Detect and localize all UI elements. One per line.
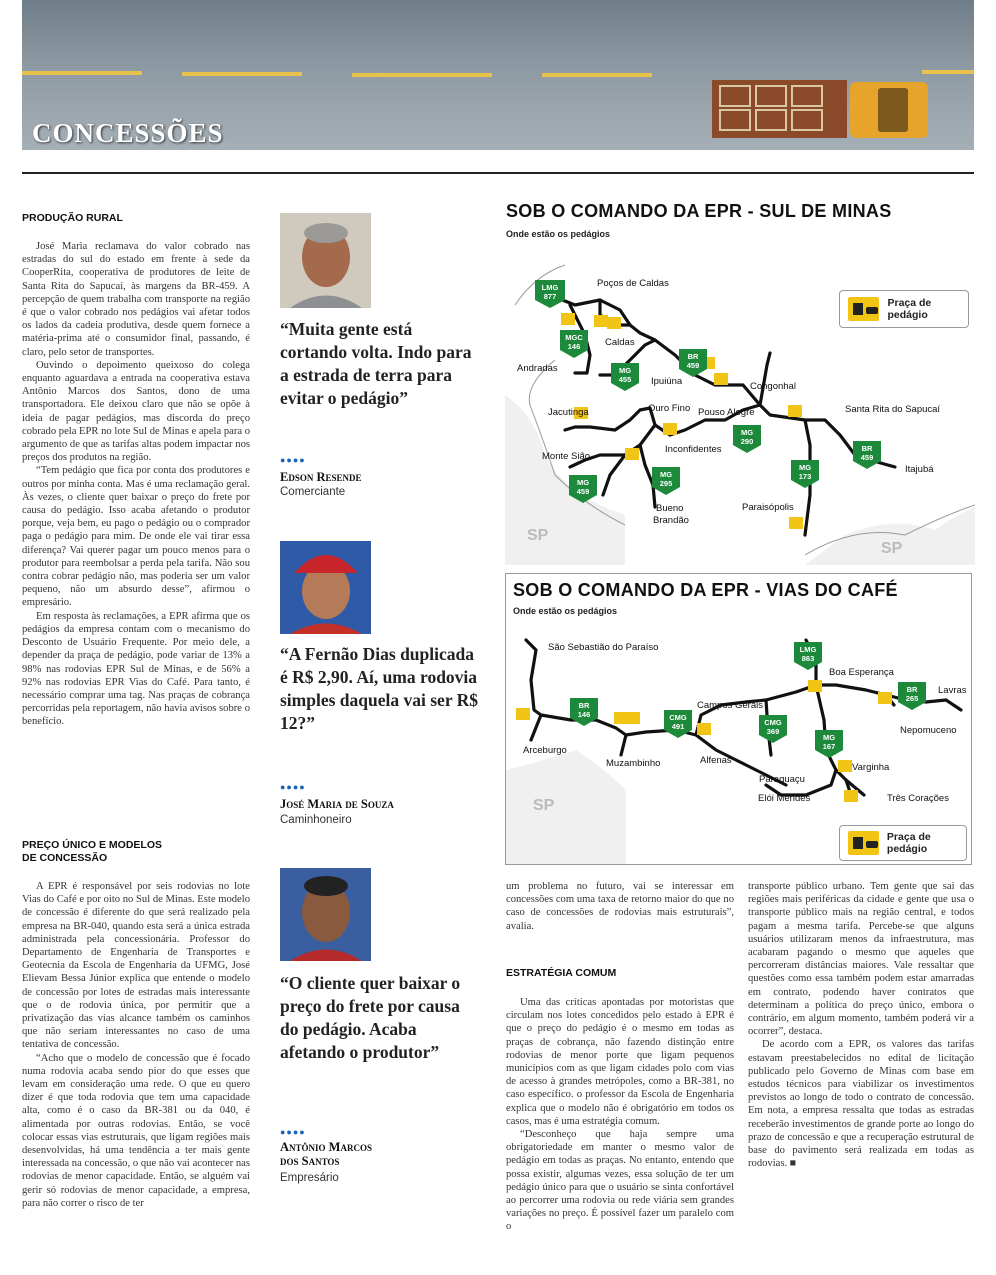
- map1-road: MG: [740, 428, 754, 437]
- map1-city: Jacutinga: [548, 407, 589, 418]
- photo-antonio-marcos: [280, 868, 371, 961]
- quote-dots: ●●●●: [280, 1127, 306, 1137]
- paragraph: “Acho que o modelo de concessão que é focado numa rodovia acaba sendo pior do que esses que levam em consideração uma rede. O que eu quero dizer é que toda rodovia que tem uma capacidade alta, como é o caso da BR-381 ou da 040, é alimentada por outras rodovias. Então, se você colocar essas vias estruturais, que ligam regiões mais desenvolvidas, há uma tendência a ter mais gente interessada na concessão, o que não vai acontecer nas rodovias de menor capacidade. Então, se alguém vai gerir só rodovias de menor capacidade, a empresa, para não correr o risco de ter: [22, 1052, 250, 1209]
- toll-booth-icon: [848, 831, 879, 855]
- map2-road: 146: [577, 710, 591, 719]
- map2-state: SP: [533, 797, 555, 814]
- paragraph: Ouvindo o depoimento queixoso do colega enquanto aguardava a entrada na cooperativa estava Antônio Marcos dos Santos, dono de uma transportadora. Ele deixou claro que não se opõe à ideia de pagar pedágios, mas discorda do preço cobrado pela EPR no lote Sul de Minas e apela para o argumento de que as tarifas altas podem impactar nos preços dos produtos na região.: [22, 359, 250, 464]
- article-col1-part2: [22, 880, 250, 1210]
- map2-road: MG: [822, 733, 836, 742]
- map1-road: 459: [860, 453, 874, 462]
- subhead-line: PREÇO ÚNICO E MODELOS: [22, 839, 163, 851]
- map1-road: 290: [740, 437, 754, 446]
- map2-road: 369: [766, 727, 780, 736]
- map1-state: SP: [881, 540, 903, 557]
- map2-road: BR: [578, 701, 590, 710]
- header-rule: [22, 172, 974, 174]
- quote-author: [280, 1140, 480, 1168]
- map1-toll-icons: [561, 313, 803, 529]
- map1-road: 459: [686, 361, 700, 370]
- paragraph: um problema no futuro, vai se interessar em concessões com uma taxa de retorno maior do que no caso de concessões de rodovias mais estruturais”, avalia.: [506, 881, 734, 932]
- truck-illustration: [710, 76, 935, 144]
- map2-city: Lavras: [938, 685, 967, 696]
- quote-role: Comerciante: [280, 486, 346, 498]
- quote-dots: ●●●●: [280, 782, 306, 792]
- subhead-estrategia-comum: ESTRATÉGIA COMUM: [506, 967, 617, 979]
- map2-title: SOB O COMANDO DA EPR - VIAS DO CAFÉ: [513, 580, 898, 600]
- quote-2: “A Fernão Dias duplicada é R$ 2,90. Aí, uma rodovia simples daquela vai ser R$ 12?”: [280, 644, 479, 733]
- map1-city: Poços de Caldas: [597, 278, 669, 289]
- subhead-preco-unico: [22, 839, 252, 865]
- map1-city: Monte Sião: [542, 451, 591, 462]
- map2-road: 167: [822, 742, 836, 751]
- map2-road: CMG: [669, 713, 687, 722]
- article-col3: [506, 996, 734, 1234]
- map1-road: 173: [798, 472, 812, 481]
- paragraph: De acordo com a EPR, os valores das tarifas estavam preestabelecidos no edital de licitação publicado pelo Governo de Minas com base em estudos técnicos para viabilizar os investimentos previstos ao longo de todo o contrato de concessão. Em nota, a empresa ressalta que todas as estradas receberão investimentos de grande porte ao longo do prazo de concessão e que a recuperação estrutural de base do pavimento será realizada em todas as rodovias. ■: [748, 1039, 974, 1170]
- map1-city: Inconfidentes: [665, 444, 722, 455]
- map1-road: 295: [659, 479, 673, 488]
- quote-3: “O cliente quer baixar o preço do frete por causa do pedágio. Acaba afetando o produtor”: [280, 973, 461, 1062]
- map1-road: BR: [861, 444, 873, 453]
- map2-road: 491: [671, 722, 685, 731]
- paragraph: “Desconheço que haja sempre uma obrigatoriedade em manter o mesmo valor de pedágio em todas as praças. No entanto, entendo que possa existir, algumas vezes, essa solução de ter um pedágio único para que o usuário se sinta confortável ao percorrer uma rodovia ou rede viária sem grandes variações no preço. É possível fazer um paralelo com o: [506, 1129, 734, 1233]
- map1-city: Brandão: [653, 515, 689, 526]
- map2-legend: [839, 825, 967, 861]
- map2-city: Campos Gerais: [697, 700, 763, 711]
- map1-road: MG: [798, 463, 812, 472]
- subhead-producao-rural: PRODUÇÃO RURAL: [22, 212, 123, 224]
- paragraph: “Tem pedágio que fica por conta dos produtores e outros por minha conta. Mas é uma reclamação geral. Às vezes, o cliente quer baixar o preço do frete por causa do pedágio. Isso acaba afetando o produtor porque, veja bem, eu pago o pedágio ou o comprador paga o pedágio para mim. De onde ele vai tirar essa diferença? Vai querer pagar um pouco menos para o produtor para reembolsar a perda pela tarifa. Não sou contra cobrar pedágio não, mas poderia ser um valor pequeno, não um absurdo desse”, afirmou o empresário.: [22, 465, 250, 609]
- map2-city: Muzambinho: [606, 758, 661, 769]
- paragraph: transporte público urbano. Tem gente que sai das regiões mais periféricas da cidade e gente que usa o transporte público mais na região central, e todos pagam a mesma tarifa. Percebe-se que alguns usuários utilizaram menos da infraestrutura, mas acabaram pagando o mesmo que aqueles que percorreram distâncias maiores. Vale ressaltar que questões como essa também podem estar amarradas em contrato, podendo haver contratos que determinam a política do preço único, embora o contrário, em algum momento, também poderá vir a ocorrer”, destaca.: [748, 881, 974, 1038]
- map2-city: São Sebastião do Paraíso: [548, 642, 659, 653]
- map2-road: LMG: [799, 645, 817, 654]
- map1-city: Paraisópolis: [742, 502, 794, 513]
- map2-city: Alfenas: [700, 755, 732, 766]
- map1-road: MG: [618, 366, 632, 375]
- map2-road: 863: [801, 654, 815, 663]
- quote-author: Edson Resende: [280, 470, 362, 484]
- toll-booth-icon: [848, 297, 879, 321]
- photo-jose-maria: [280, 541, 371, 634]
- article-col1-part1: [22, 240, 250, 729]
- map1-city: Bueno: [656, 503, 684, 514]
- map1-city: Itajubá: [905, 464, 934, 475]
- map1-road: 455: [618, 375, 632, 384]
- quote-1: “Muita gente está cortando volta. Indo para a estrada de terra para evitar o pedágio”: [280, 319, 472, 408]
- map1-legend: [839, 290, 969, 328]
- map2-road: BR: [906, 685, 918, 694]
- map1-city: Ipuiúna: [651, 376, 683, 387]
- map2-city: Três Corações: [887, 793, 949, 804]
- map2-city: Paraguaçu: [759, 774, 805, 785]
- map1-city: Caldas: [605, 337, 635, 348]
- map1-road: 877: [543, 292, 557, 301]
- map1-title: SOB O COMANDO DA EPR - SUL DE MINAS: [506, 201, 892, 221]
- map1-road: LMG: [541, 283, 559, 292]
- map2-road: CMG: [764, 718, 782, 727]
- article-col3-top: [506, 880, 734, 933]
- subhead-line: DE CONCESSÃO: [22, 852, 108, 864]
- map1-city: Santa Rita do Sapucaí: [845, 404, 941, 415]
- map1-road: BR: [687, 352, 699, 361]
- map1-city: Congonhal: [750, 381, 796, 392]
- paragraph: Em resposta às reclamações, a EPR afirma que os pedágios da empresa contam com o mecanismo do Desconto de Usuário Frequente. Por meio dele, a depender da praça de pedágio, pode variar de 13% a 98% nas rodovias EPR Sul de Minas, e de 56% a 92% nas rodovias EPR Vias do Café. Para tanto, é necessário comprar uma tag. Nas praças de cobrança percorridas pela reportagem, não havia avisos sobre o benefício.: [22, 610, 250, 728]
- map1-road: MG: [659, 470, 673, 479]
- map1-road: MGC: [565, 333, 583, 342]
- map2-city: Nepomuceno: [900, 725, 957, 736]
- map1-state: SP: [527, 527, 549, 544]
- paragraph: Uma das críticas apontadas por motoristas que circulam nos lotes concedidos pelo estado à EPR é que o preço do pedágio é o mesmo em todas as praças de cobrança, não fazendo distinção entre rodovias de menor porte que ligam pequenos municípios com as que ligam cidades polo com vias de acesso à grandes metrópoles, como a BR-381, no caso específico. o professor da Escola de Engenharia explica que o modelo não é obrigatório em todos os casos, mas é uma estratégia comum.: [506, 997, 734, 1127]
- map1-road: 459: [576, 487, 590, 496]
- quote-role: Caminhoneiro: [280, 814, 352, 826]
- article-col4: [748, 880, 974, 1170]
- map1-road: MG: [576, 478, 590, 487]
- map1-subtitle: Onde estão os pedágios: [506, 229, 611, 239]
- map2-subtitle: Onde estão os pedágios: [513, 606, 618, 616]
- map2-city: Boa Esperança: [829, 667, 894, 678]
- paragraph: A EPR é responsável por seis rodovias no lote Vias do Café e por oito no Sul de Minas. Este modelo de concessão é diferente do que será realizado pela empresa na BR-040, quando esta será a única estrada administrada pela concessionária. Professor do Departamento de Engenharia de Transportes e Geotecnia da Escola de Engenharia da UFMG, José Elievam Bessa Júnior explica que entende o modelo de concessão por lotes de estradas mais interessante que o de rodovia única, por permitir que a privatização das vias alcance também os caminhos que não seriam interessantes no caso de uma tentativa de concessão.: [22, 881, 250, 1051]
- header-banner: [22, 0, 974, 150]
- map1-city: Pouso Alegre: [698, 407, 755, 418]
- map1-city: Ouro Fino: [648, 403, 691, 414]
- photo-edson-resende: [280, 213, 371, 308]
- map1-road: 146: [567, 342, 581, 351]
- quote-author-line: Antônio Marcos: [280, 1140, 372, 1154]
- map2-city: Elói Mendes: [758, 793, 811, 804]
- map2-city: Varginha: [852, 762, 890, 773]
- quote-dots: ●●●●: [280, 455, 306, 465]
- section-title: CONCESSÕES: [32, 118, 224, 148]
- quote-author-line: dos Santos: [280, 1154, 340, 1168]
- map2-legend-label: Praça de pedágio: [886, 831, 931, 855]
- quote-author: José Maria de Souza: [280, 797, 394, 811]
- quote-role: Empresário: [280, 1172, 339, 1184]
- map1-legend-label: Praça de pedágio: [887, 297, 932, 321]
- map2-city: Arceburgo: [523, 745, 567, 756]
- paragraph: José Maria reclamava do valor cobrado nas estradas do sul do estado em frente à sede da CooperRita, cooperativa de produtores de leite de Santa Rita do Sapucaí, às margens da BR-459. A percepção de quem trabalha com transporte na região é que o valor cobrado nos pedágios vai afetar todos os lados da cadeia produtiva, desde quem fornece a matéria-prima até o consumidor final, passando, é claro, pelo setor de transportes.: [22, 241, 250, 358]
- map2-road: 265: [905, 694, 919, 703]
- map1-city: Andradas: [517, 363, 558, 374]
